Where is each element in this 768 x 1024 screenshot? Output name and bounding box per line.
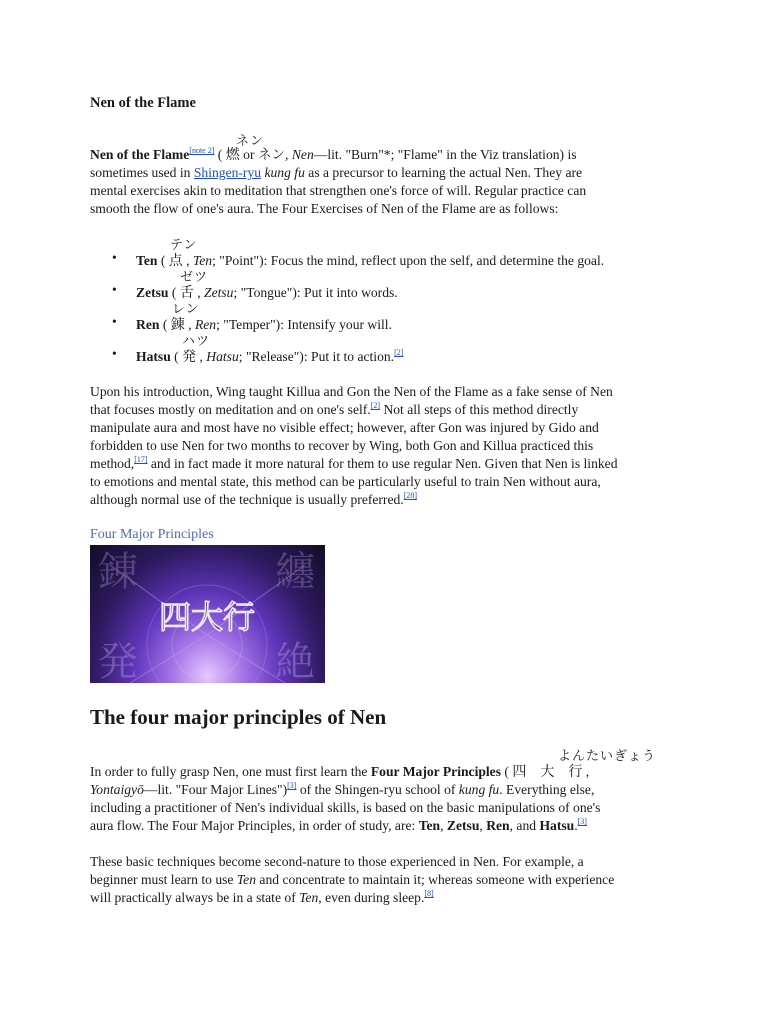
exercise-romaji: Zetsu	[204, 285, 234, 300]
intro-line-4: smooth the flow of one's aura. The Four Exercises of Nen of the Flame are as follows:	[90, 201, 559, 216]
s2-p1-line-3: including a practitioner of Nen's individual skills, is based on the basic manipulations of one's	[90, 800, 601, 815]
and-text: and	[516, 818, 537, 833]
ruby-nen: ネン	[236, 133, 265, 148]
corner-kanji-zetsu: 絶	[275, 639, 315, 683]
para2-line-2b: Not all steps of this method directly	[383, 402, 579, 417]
term-ten: Ten	[418, 818, 441, 833]
term-ren: Ren	[486, 818, 510, 833]
ref-link[interactable]: [17]	[134, 455, 148, 464]
exercise-desc: ; "Point"): Focus the mind, reflect upon the self, and determine the goal.	[212, 253, 605, 268]
ruby-zetsu: ゼツ	[180, 269, 209, 284]
para2-line-6: to emotions and mental state, this method can be particularly useful to train Nen without aura,	[90, 474, 601, 489]
s2-p1-line-2c: . Everything else,	[499, 782, 595, 797]
corner-kanji-ten: 纏	[275, 549, 315, 595]
intro-line-2	[90, 164, 582, 182]
romaji-yontaigyo: Yontaigyō	[90, 782, 144, 797]
or-text: or ネン,	[243, 147, 289, 162]
exercise-kanji: 点	[168, 254, 183, 269]
bullet-icon: •	[112, 346, 117, 361]
exercise-desc: ; "Temper"): Intensify your will.	[216, 317, 392, 332]
kanji-burn: 燃	[225, 148, 240, 163]
center-title-text: 四大行	[158, 598, 256, 636]
ref-link[interactable]: [28]	[403, 491, 418, 500]
intro-line-3: mental exercises akin to meditation that strengthen one's force of will. Regular practice can	[90, 183, 587, 198]
ref-link[interactable]: [3]	[577, 817, 587, 826]
kanji-yontaigyo: 四 大 行	[512, 765, 583, 780]
ref-link[interactable]: [3]	[287, 781, 297, 790]
exercise-name: Hatsu	[136, 349, 171, 364]
image-caption: Four Major Principles	[90, 527, 214, 542]
intro-line-1: Nen of the Flame[note 2] ( 燃 or ネン, Nen—lit. "Burn"*; "Flame" in the Viz translation) is	[90, 146, 577, 163]
ruby-yontaigyo: よんたいぎょう	[558, 748, 657, 763]
s2-p2-line-3a: will practically always be in a state of	[90, 890, 296, 905]
comma: ,	[585, 764, 590, 779]
s2-p1-line-1a: In order to fully grasp Nen, one must first learn the	[90, 764, 368, 779]
s2-p1-line-2b: of the Shingen-ryu school of	[299, 782, 456, 797]
four-major-principles-image	[90, 545, 325, 683]
s2-p1-line-4a: aura flow. The Four Major Principles, in order of study, are:	[90, 818, 416, 833]
para2-line-3: manipulate aura and most have no visible effect; however, after Gon was injured by Gido and	[90, 420, 599, 435]
corner-kanji-hatsu: 発	[98, 639, 138, 683]
para2-line-5a: method,	[90, 456, 135, 471]
ruby-ten: テン	[170, 237, 198, 252]
exercise-kanji: 舌	[179, 286, 194, 301]
para2-line-2a: that focuses mostly on meditation and on one's self.	[90, 402, 371, 417]
exercise-name: Zetsu	[136, 285, 169, 300]
s2-p2-line-2	[90, 871, 614, 889]
principles-artwork	[90, 545, 325, 683]
s2-p1-line-1	[90, 763, 589, 782]
term-zetsu: Zetsu	[446, 818, 480, 833]
ref-link[interactable]: [2]	[370, 401, 381, 410]
term-four-major-principles: Four Major Principles	[370, 764, 502, 779]
corner-kanji-ren: 錬	[98, 549, 138, 595]
exercise-romaji: Ren	[194, 317, 217, 332]
exercise-kanji: 発	[182, 350, 197, 365]
exercise-name: Ren	[136, 317, 160, 332]
para2-line-5	[90, 455, 618, 473]
exercise-kanji: 錬	[170, 318, 185, 333]
ruby-ren: レン	[172, 301, 200, 316]
s2-p2-line-1: These basic techniques become second-nature to those experienced in Nen. For example, a	[90, 854, 584, 869]
exercise-desc: ; "Tongue"): Put it into words.	[233, 285, 398, 300]
para2-line-2	[90, 401, 578, 419]
intro-line-1-rest: —lit. "Burn"*; "Flame" in the Viz translation) is	[313, 147, 577, 162]
ten-italic: Ten	[299, 890, 319, 905]
bullet-icon: •	[112, 250, 117, 265]
intro-line-2-post: as a precursor to learning the actual Nen. They are	[308, 165, 583, 180]
para2-line-1: Upon his introduction, Wing taught Killua and Gon the Nen of the Flame as a fake sense of Nen	[90, 384, 613, 399]
s2-p2-line-2b: and concentrate to maintain it; whereas someone with experience	[259, 872, 615, 887]
s2-p1-line-2a: —lit. "Four Major Lines")	[143, 782, 288, 797]
shingen-ryu-link[interactable]: Shingen-ryu	[193, 165, 262, 180]
para2-line-7a: although normal use of the technique is usually preferred.	[90, 492, 404, 507]
bullet-icon: •	[112, 314, 117, 329]
s2-p2-line-3b: , even during sleep.	[318, 890, 425, 905]
ruby-hatsu: ハツ	[182, 333, 211, 348]
s2-p1-line-4: aura flow. The Four Major Principles, in order of study, are: Ten, Zetsu, Ren, and Hatsu.[3]	[90, 817, 587, 833]
ref-link[interactable]: [2]	[394, 348, 404, 357]
para2-line-5b: and in fact made it more natural for them to use regular Nen. Given that Nen is linked	[150, 456, 618, 471]
list-item-zetsu: • Zetsu ( 舌 , Zetsu; "Tongue"): Put it into words.	[112, 282, 398, 301]
note-ref-link[interactable]: [note 2]	[189, 146, 215, 155]
section-heading-nen-of-the-flame: Nen of the Flame	[90, 95, 196, 111]
s2-p1-line-2	[90, 781, 594, 799]
term-hatsu: Hatsu	[539, 818, 575, 833]
para2-line-4: forbidden to use Nen for two months to recover by Wing, both Gon and Killua practiced this	[90, 438, 594, 453]
term-nen-of-the-flame: Nen of the Flame	[90, 147, 190, 162]
exercise-desc: ; "Release"): Put it to action.	[238, 349, 395, 364]
ten-italic: Ten	[236, 872, 257, 887]
bullet-icon: •	[112, 282, 117, 297]
section-heading-four-principles: The four major principles of Nen	[90, 705, 387, 729]
romaji-nen: Nen	[291, 147, 314, 162]
list-item-hatsu: • Hatsu ( 発 , Hatsu; "Release"): Put it to action.[2]	[112, 346, 404, 365]
s2-p2-line-3	[90, 889, 434, 907]
exercise-romaji: Ten	[192, 253, 213, 268]
list-item-ren: • Ren ( 錬 , Ren; "Temper"): Intensify your will.	[112, 314, 392, 333]
s2-p2-line-2a: beginner must learn to use	[90, 872, 234, 887]
ref-link[interactable]: [8]	[424, 889, 434, 898]
kung-fu-text: kung fu	[264, 165, 305, 180]
open-paren: (	[504, 764, 509, 779]
para2-line-7	[90, 491, 417, 509]
exercise-romaji: Hatsu	[206, 349, 239, 364]
kung-fu-text: kung fu	[458, 782, 500, 797]
intro-line-2-pre: sometimes used in	[90, 165, 191, 180]
exercise-name: Ten	[136, 253, 158, 268]
list-item-ten: • Ten ( 点 , Ten; "Point"): Focus the mind, reflect upon the self, and determine the goal.	[112, 250, 605, 269]
